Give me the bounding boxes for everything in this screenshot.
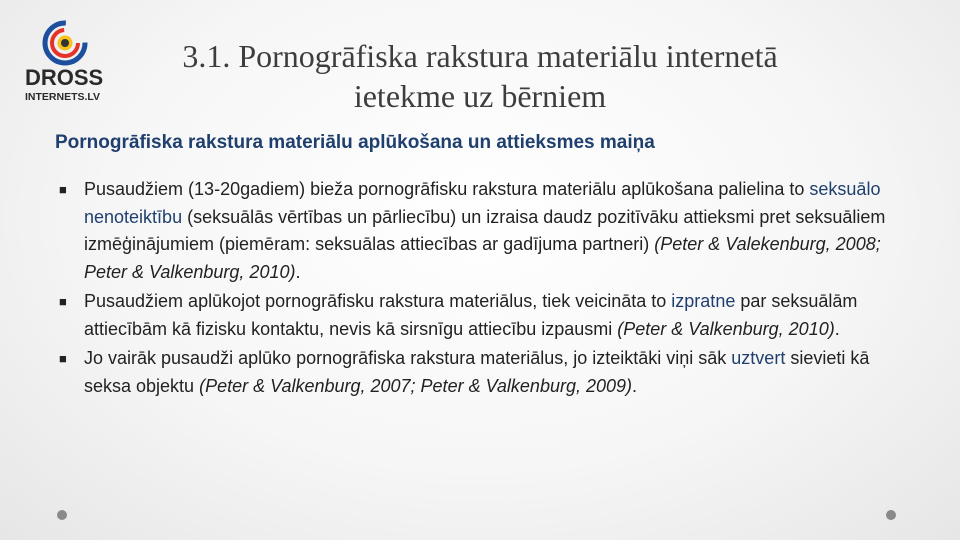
title-line-1: 3.1. Pornogrāfiska rakstura materiālu internetā (182, 38, 778, 74)
logo-subtext: INTERNETS.LV (25, 91, 101, 103)
logo-emblem-icon (45, 23, 85, 63)
title-line-2: ietekme uz bērniem (353, 78, 607, 114)
bullet-item-1: ■ Pusaudžiem (13-20gadiem) bieža pornogrāfisku rakstura materiālu aplūkošana palielina to seksuālo nenoteiktību (seksuālās vērtības un pārliecību) un izraisa daudz pozitīvāku attieksmi pret seksuāliem izmēģinājumiem (piemēram: seksuālas attiecības ar gadījuma partneri) (Peter & Valekenburg, 2008; Peter & Valkenburg, 2010). (55, 176, 895, 286)
bullet-square-icon: ■ (59, 351, 67, 366)
decorative-dot-left (57, 510, 67, 520)
citation: (Peter & Valkenburg, 2010) (617, 318, 835, 339)
bullet-item-2: ■ Pusaudžiem aplūkojot pornogrāfisku rakstura materiālus, tiek veicināta to izpratne par seksuālām attiecībām kā fizisku kontaktu, nevis kā sirsnīgu attiecību izpausmi (Peter & Valkenburg, 2010). (55, 288, 895, 343)
bullet-square-icon: ■ (59, 182, 67, 197)
highlight-term: uztvert (731, 348, 786, 368)
bullet-item-3: ■ Jo vairāk pusaudži aplūko pornogrāfiska rakstura materiālus, jo izteiktāki viņi sāk uztvert sievieti kā seksa objektu (Peter & Valkenburg, 2007; Peter & Valkenburg, 2009). (55, 345, 895, 400)
page-title (100, 36, 860, 116)
section-subtitle: Pornogrāfiska rakstura materiālu aplūkošana un attieksmes maiņa (55, 132, 655, 153)
bullet-square-icon: ■ (59, 294, 67, 309)
logo-name: DROSS (25, 65, 104, 90)
citation: (Peter & Valekenburg, 2008; Peter & Valkenburg, 2010) (84, 234, 881, 282)
highlight-term: izpratne (671, 291, 736, 311)
highlight-term: seksuālo nenoteiktību (84, 179, 881, 227)
citation: (Peter & Valkenburg, 2007; Peter & Valkenburg, 2009) (199, 375, 633, 396)
decorative-dot-right (886, 510, 896, 520)
bullet-list (55, 176, 895, 402)
